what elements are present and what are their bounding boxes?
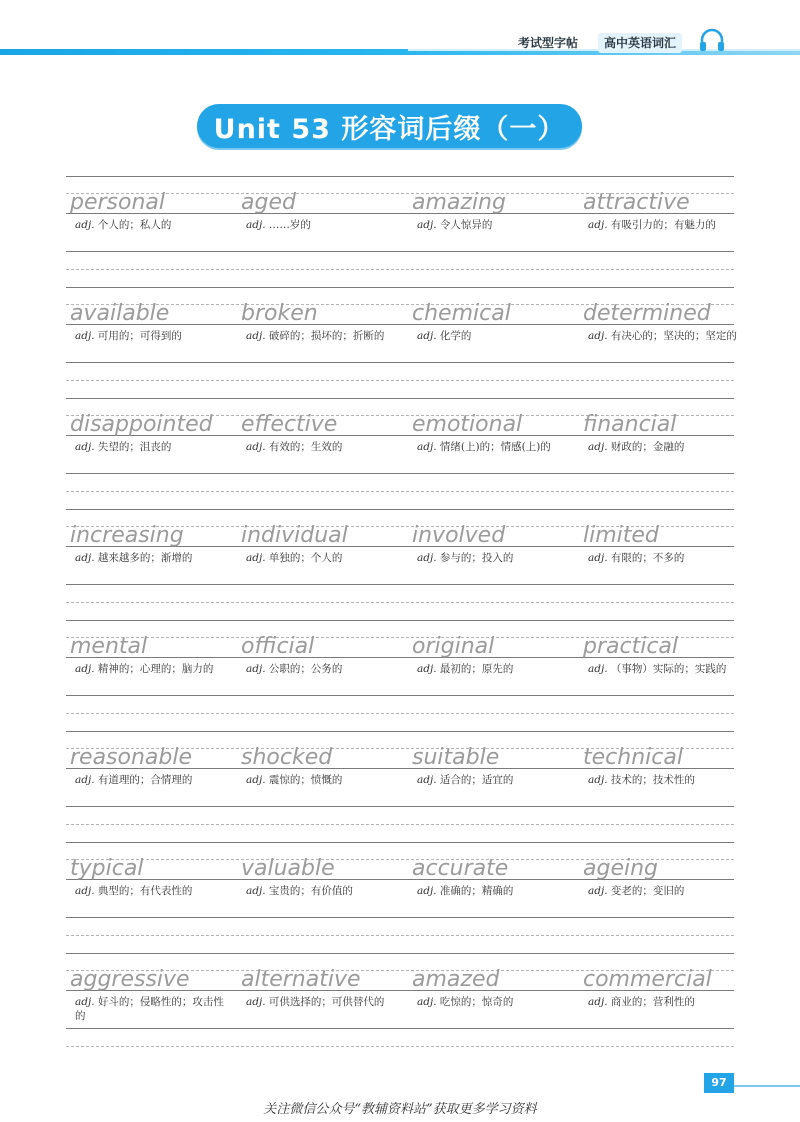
vocab-entry — [583, 633, 743, 676]
vocab-word: involved — [412, 523, 506, 548]
vocab-gloss — [412, 884, 572, 898]
part-of-speech: adj. — [417, 552, 437, 564]
vocab-entry — [70, 411, 230, 454]
practice-row — [66, 287, 737, 398]
part-of-speech: adj. — [588, 219, 608, 231]
ruled-line — [66, 935, 734, 936]
vocab-gloss — [583, 551, 743, 565]
gloss-text: 宝贵的；有价值的 — [268, 885, 353, 897]
gloss-text: 破碎的；损坏的；折断的 — [268, 330, 385, 342]
gloss-text: 参与的；投入的 — [439, 552, 514, 564]
vocab-word: aged — [241, 190, 296, 215]
part-of-speech: adj. — [588, 330, 608, 342]
vocab-word: limited — [583, 523, 659, 548]
ruled-line — [66, 953, 734, 954]
ruled-line — [66, 380, 734, 381]
gloss-text: 有决心的；坚决的；坚定的 — [610, 330, 737, 342]
vocab-entry — [412, 300, 572, 343]
vocab-word: financial — [583, 412, 677, 437]
vocab-word: practical — [583, 634, 679, 659]
gloss-text: 个人的；私人的 — [97, 219, 172, 231]
vocab-gloss — [241, 662, 401, 676]
gloss-text: 可供选择的；可供替代的 — [268, 996, 385, 1008]
vocab-gloss — [70, 662, 230, 676]
vocab-entry — [70, 966, 230, 1023]
vocab-word: valuable — [241, 856, 335, 881]
practice-row — [66, 509, 734, 620]
gloss-text: 单独的；个人的 — [268, 552, 343, 564]
part-of-speech: adj. — [588, 885, 608, 897]
gloss-text: 典型的；有代表性的 — [97, 885, 193, 897]
vocab-gloss — [583, 662, 743, 676]
vocab-entry — [583, 744, 743, 787]
vocab-word: disappointed — [70, 412, 213, 437]
vocab-gloss — [412, 218, 572, 232]
unit-title-banner — [197, 104, 582, 148]
vocab-gloss — [70, 440, 230, 454]
part-of-speech: adj. — [417, 330, 437, 342]
part-of-speech: adj. — [75, 441, 95, 453]
vocab-gloss — [241, 551, 401, 565]
part-of-speech: adj. — [588, 996, 608, 1008]
practice-row — [66, 842, 734, 953]
gloss-text: 适合的；适宜的 — [439, 774, 514, 786]
gloss-text: 失望的；沮丧的 — [97, 441, 172, 453]
page-number: 97 — [704, 1073, 734, 1093]
gloss-text: 有效的；生效的 — [268, 441, 343, 453]
vocab-gloss — [241, 995, 401, 1009]
page-title: Unit 53 形容词后缀（一） — [213, 113, 566, 145]
vocab-gloss — [412, 995, 572, 1009]
vocab-word: ageing — [583, 856, 659, 881]
part-of-speech: adj. — [417, 219, 437, 231]
gloss-text: 有道理的；合情理的 — [97, 774, 193, 786]
vocab-gloss — [412, 662, 572, 676]
ruled-line — [66, 824, 734, 825]
vocab-entry — [241, 744, 401, 787]
vocab-gloss — [70, 995, 230, 1023]
ruled-line — [66, 269, 734, 270]
gloss-text: 变老的；变旧的 — [610, 885, 685, 897]
practice-row — [66, 398, 734, 509]
part-of-speech: adj. — [417, 996, 437, 1008]
vocab-entry — [241, 633, 401, 676]
part-of-speech: adj. — [246, 552, 266, 564]
gloss-text: 最初的；原先的 — [439, 663, 514, 675]
gloss-text: 令人惊异的 — [439, 219, 493, 231]
vocab-entry — [583, 522, 743, 565]
vocab-gloss — [583, 884, 743, 898]
gloss-text: 精神的；心理的；脑力的 — [97, 663, 214, 675]
ruled-line — [66, 695, 734, 696]
gloss-text: ……岁的 — [268, 219, 311, 231]
part-of-speech: adj. — [417, 663, 437, 675]
practice-row — [66, 953, 734, 1064]
gloss-text: 有限的；不多的 — [610, 552, 685, 564]
header-book-title: 高中英语词汇 — [598, 33, 682, 53]
vocab-entry — [241, 966, 401, 1009]
gloss-text: 好斗的；侵略性的；攻击性的 — [75, 996, 224, 1022]
vocabulary-practice-grid — [66, 176, 737, 1064]
vocab-gloss — [70, 551, 230, 565]
vocab-entry — [412, 744, 572, 787]
vocab-entry — [70, 633, 230, 676]
vocab-gloss — [412, 773, 572, 787]
vocab-entry — [241, 522, 401, 565]
vocab-gloss — [241, 773, 401, 787]
vocab-word: official — [241, 634, 315, 659]
vocab-entry — [70, 522, 230, 565]
ruled-line — [66, 398, 734, 399]
vocab-word: typical — [70, 856, 144, 881]
ruled-line — [66, 176, 734, 177]
vocab-gloss — [70, 884, 230, 898]
vocab-word: effective — [241, 412, 338, 437]
ruled-line — [66, 731, 734, 732]
vocab-word: suitable — [412, 745, 500, 770]
part-of-speech: adj. — [246, 885, 266, 897]
vocab-entry — [412, 855, 572, 898]
vocab-entry — [412, 522, 572, 565]
vocab-gloss — [583, 329, 743, 343]
vocab-word: attractive — [583, 190, 690, 215]
vocab-entry — [241, 300, 401, 343]
ruled-line — [66, 713, 734, 714]
gloss-text: 有吸引力的；有魅力的 — [610, 219, 716, 231]
part-of-speech: adj. — [246, 441, 266, 453]
vocab-gloss — [583, 440, 743, 454]
vocab-entry — [412, 966, 572, 1009]
vocab-gloss — [241, 884, 401, 898]
vocab-entry — [70, 189, 230, 232]
part-of-speech: adj. — [246, 774, 266, 786]
vocab-entry — [70, 744, 230, 787]
vocab-word: accurate — [412, 856, 509, 881]
gloss-text: 吃惊的；惊奇的 — [439, 996, 514, 1008]
vocab-entry — [412, 189, 572, 232]
part-of-speech: adj. — [75, 774, 95, 786]
gloss-text: 商业的；营利性的 — [610, 996, 695, 1008]
ruled-line — [66, 509, 734, 510]
vocab-gloss — [583, 773, 743, 787]
vocab-entry — [583, 855, 743, 898]
gloss-text: 准确的；精确的 — [439, 885, 514, 897]
vocab-word: shocked — [241, 745, 333, 770]
vocab-word: personal — [70, 190, 166, 215]
vocab-word: available — [70, 301, 170, 326]
part-of-speech: adj. — [588, 663, 608, 675]
ruled-line — [66, 362, 734, 363]
part-of-speech: adj. — [75, 885, 95, 897]
part-of-speech: adj. — [246, 330, 266, 342]
part-of-speech: adj. — [246, 219, 266, 231]
vocab-entry — [70, 855, 230, 898]
part-of-speech: adj. — [75, 330, 95, 342]
part-of-speech: adj. — [417, 774, 437, 786]
ruled-line — [66, 917, 734, 918]
vocab-entry — [412, 633, 572, 676]
practice-row — [66, 731, 734, 842]
vocab-gloss — [70, 329, 230, 343]
vocab-word: emotional — [412, 412, 523, 437]
vocab-gloss — [241, 440, 401, 454]
gloss-text: 公职的；公务的 — [268, 663, 343, 675]
vocab-word: commercial — [583, 967, 712, 992]
part-of-speech: adj. — [588, 441, 608, 453]
vocab-word: alternative — [241, 967, 361, 992]
vocab-word: mental — [70, 634, 148, 659]
part-of-speech: adj. — [588, 552, 608, 564]
vocab-gloss — [412, 329, 572, 343]
vocab-gloss — [70, 773, 230, 787]
vocab-entry — [241, 189, 401, 232]
vocab-gloss — [241, 329, 401, 343]
vocab-gloss — [412, 551, 572, 565]
vocab-word: broken — [241, 301, 318, 326]
practice-row — [66, 620, 734, 731]
vocab-entry — [583, 189, 743, 232]
part-of-speech: adj. — [417, 885, 437, 897]
ruled-line — [66, 287, 734, 288]
ruled-line — [66, 584, 734, 585]
part-of-speech: adj. — [75, 663, 95, 675]
gloss-text: 情绪(上)的；情感(上)的 — [439, 441, 551, 453]
vocab-entry — [241, 411, 401, 454]
vocab-gloss — [241, 218, 401, 232]
vocab-entry — [412, 411, 572, 454]
vocab-word: reasonable — [70, 745, 193, 770]
ruled-line — [66, 491, 734, 492]
part-of-speech: adj. — [588, 774, 608, 786]
vocab-word: determined — [583, 301, 711, 326]
vocab-word: individual — [241, 523, 348, 548]
vocab-word: amazing — [412, 190, 506, 215]
ruled-line — [66, 806, 734, 807]
part-of-speech: adj. — [246, 663, 266, 675]
part-of-speech: adj. — [246, 996, 266, 1008]
vocab-entry — [241, 855, 401, 898]
vocab-gloss — [412, 440, 572, 454]
part-of-speech: adj. — [75, 996, 95, 1008]
ruled-line — [66, 1028, 734, 1029]
footer-note: 关注微信公众号“教辅资料站”获取更多学习资料 — [263, 1102, 537, 1117]
part-of-speech: adj. — [75, 552, 95, 564]
gloss-text: 震惊的；愤慨的 — [268, 774, 343, 786]
ruled-line — [66, 602, 734, 603]
ruled-line — [66, 251, 734, 252]
ruled-line — [66, 1046, 734, 1047]
vocab-entry — [583, 411, 743, 454]
ruled-line — [66, 842, 734, 843]
vocab-word: amazed — [412, 967, 500, 992]
vocab-gloss — [583, 995, 743, 1009]
practice-row — [66, 176, 734, 287]
gloss-text: 财政的；金融的 — [610, 441, 685, 453]
vocab-entry — [583, 300, 743, 343]
ruled-line — [66, 620, 734, 621]
vocab-entry — [583, 966, 743, 1009]
part-of-speech: adj. — [417, 441, 437, 453]
vocab-entry — [70, 300, 230, 343]
gloss-text: 越来越多的；渐增的 — [97, 552, 193, 564]
gloss-text: 技术的；技术性的 — [610, 774, 695, 786]
vocab-gloss — [70, 218, 230, 232]
vocab-word: increasing — [70, 523, 184, 548]
headphone-icon — [698, 28, 726, 52]
gloss-text: 化学的 — [439, 330, 472, 342]
gloss-text: （事物）实际的；实践的 — [610, 663, 727, 675]
vocab-word: technical — [583, 745, 683, 770]
vocab-word: aggressive — [70, 967, 190, 992]
vocab-gloss — [583, 218, 743, 232]
gloss-text: 可用的；可得到的 — [97, 330, 182, 342]
part-of-speech: adj. — [75, 219, 95, 231]
ruled-line — [66, 473, 734, 474]
vocab-word: original — [412, 634, 495, 659]
vocab-word: chemical — [412, 301, 511, 326]
header-series: 考试型字帖 — [518, 36, 579, 50]
